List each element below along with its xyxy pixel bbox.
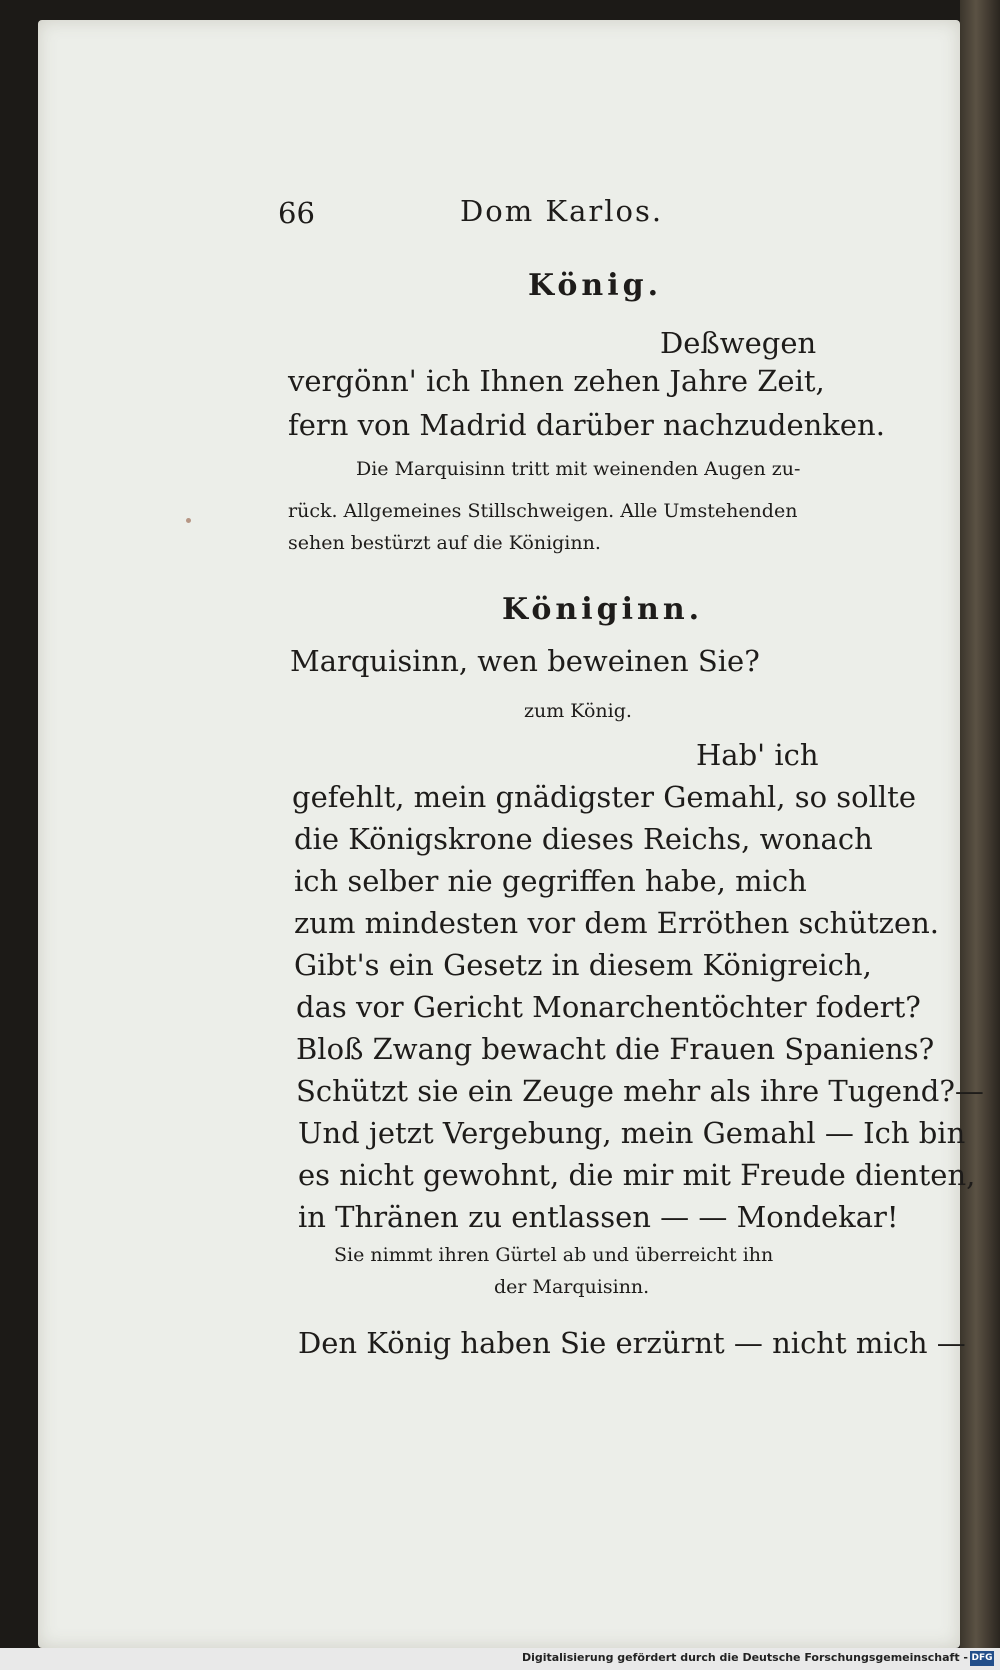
verse-line: in Thränen zu entlassen — — Mondekar! — [298, 1200, 899, 1234]
verse-line: Deßwegen — [660, 326, 817, 360]
digitization-credit: Digitalisierung gefördert durch die Deutsche Forschungsgemeinschaft - — [521, 1651, 968, 1664]
verse-line: Bloß Zwang bewacht die Frauen Spaniens? — [296, 1032, 935, 1066]
verse-line: die Königskrone dieses Reichs, wonach — [294, 822, 873, 856]
verse-line: es nicht gewohnt, die mir mit Freude dienten, — [298, 1158, 976, 1192]
verse-line: zum mindesten vor dem Erröthen schützen. — [294, 906, 940, 940]
book-spine — [960, 0, 1000, 1650]
aside-direction: zum König. — [524, 700, 632, 722]
dfg-logo: DFG — [970, 1651, 994, 1666]
stage-direction-line: Sie nimmt ihren Gürtel ab und überreicht ihn — [334, 1244, 774, 1266]
verse-line: gefehlt, mein gnädigster Gemahl, so sollte — [292, 780, 916, 814]
verse-line: vergönn' ich Ihnen zehen Jahre Zeit, — [288, 364, 825, 398]
verse-line: Und jetzt Vergebung, mein Gemahl — Ich bin — [298, 1116, 966, 1150]
speaker-koenig: König. — [528, 268, 663, 303]
verse-line: das vor Gericht Monarchentöchter fodert? — [296, 990, 921, 1024]
verse-line: Schützt sie ein Zeuge mehr als ihre Tugend?— — [296, 1074, 984, 1108]
verse-line: Marquisinn, wen beweinen Sie? — [290, 644, 760, 678]
stage-direction-line: sehen bestürzt auf die Königinn. — [288, 532, 601, 554]
verse-line: ich selber nie gegriffen habe, mich — [294, 864, 807, 898]
stage-direction-line: rück. Allgemeines Stillschweigen. Alle Umstehenden — [288, 500, 798, 522]
verse-line: Den König haben Sie erzürnt — nicht mich — — [298, 1326, 966, 1360]
verse-line: Gibt's ein Gesetz in diesem Königreich, — [294, 948, 872, 982]
running-head: Dom Karlos. — [460, 194, 664, 228]
paper-stain — [186, 518, 191, 523]
speaker-koeniginn: Königinn. — [502, 592, 704, 627]
verse-line: Hab' ich — [696, 738, 819, 772]
stage-direction-line: Die Marquisinn tritt mit weinenden Augen zu- — [356, 458, 801, 480]
page-number: 66 — [278, 196, 315, 230]
stage-direction-line: der Marquisinn. — [494, 1276, 650, 1298]
verse-line: fern von Madrid darüber nachzudenken. — [288, 408, 885, 442]
